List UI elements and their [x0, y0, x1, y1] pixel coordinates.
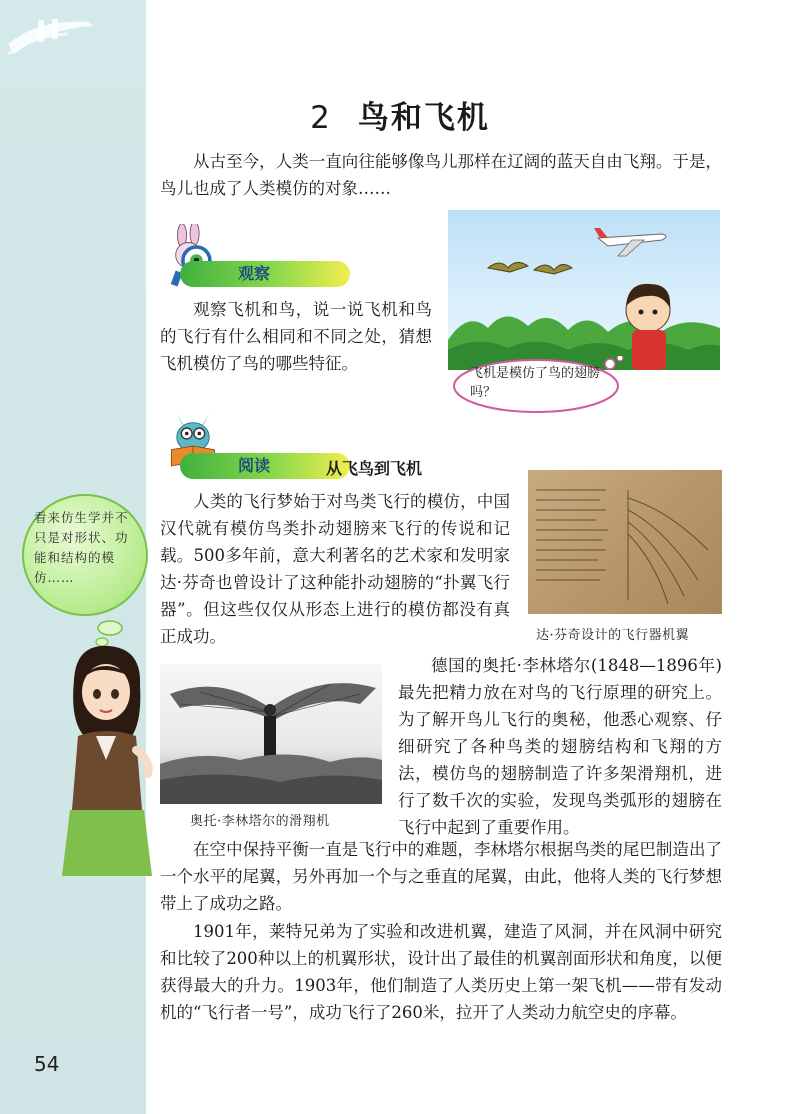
intro-paragraph: 从古至今，人类一直向往能够像鸟儿那样在辽阔的蓝天自由飞翔。于是，鸟儿也成了人类模仿的对象……	[160, 152, 722, 198]
girl-illustration	[56, 640, 156, 890]
lilienthal-glider-image	[160, 664, 382, 804]
davinci-sketch	[528, 470, 722, 614]
observe-label: 观察	[238, 264, 271, 283]
read-paragraph-3: 在空中保持平衡一直是飞行中的难题，李林塔尔根据鸟类的尾巴制造出了一个水平的尾翼，另外再加一个与之垂直的尾翼，由此，他将人类的飞行梦想带上了成功之路。	[160, 840, 722, 913]
title-text: 鸟和飞机	[357, 100, 490, 136]
glider-photo	[160, 664, 382, 804]
davinci-caption: 达·芬奇设计的飞行器机翼	[536, 628, 690, 643]
read-heading: 从飞鸟到飞机	[326, 459, 423, 478]
glider-caption: 奥托·李林塔尔的滑翔机	[190, 814, 330, 829]
observe-paragraph: 观察飞机和鸟，说一说飞机和鸟的飞行有什么相同和不同之处，猜想飞机模仿了鸟的哪些特征。	[160, 300, 432, 373]
observe-tag	[180, 261, 350, 287]
read-paragraph-4: 1901年，莱特兄弟为了实验和改进机翼，建造了风洞，并在风洞中研究和比较了200种以上的机翼形状，设计出了最佳的机翼剖面形状和角度，以便获得最大的升力。1903年，他们制造了人类历史上第一架飞机——带有发动机的“飞行者一号”，成功飞行了260米，拉开了人类动力航空史的序幕。	[160, 922, 722, 1022]
sky-scene-image	[448, 210, 720, 370]
davinci-wing-image	[528, 470, 722, 614]
sky-scene-drawing	[448, 210, 720, 370]
page-title	[0, 92, 800, 137]
read-paragraph-1: 人类的飞行梦始于对鸟类飞行的模仿，中国汉代就有模仿鸟类扑动翅膀来飞行的传说和记载。500多年前，意大利著名的艺术家和发明家达·芬奇也曾设计了这种能扑动翅膀的“扑翼飞行器”。但这些仅仅从形态上进行的模仿都没有真正成功。	[160, 492, 510, 646]
read-paragraph-2: 德国的奥托·李林塔尔(1848—1896年)最先把精力放在对鸟的飞行原理的研究上。为了解开鸟儿飞行的奥秘，他悉心观察、仔细研究了各种鸟类的翅膀结构和飞翔的方法，模仿鸟的翅膀制造了许多架滑翔机，进行了数千次的实验，发现鸟类弧形的翅膀在飞行中起到了重要作用。	[398, 656, 722, 837]
title-number: 2	[310, 100, 332, 136]
sidebar-note-text: 看来仿生学并不只是对形状、功能和结构的模仿……	[34, 510, 129, 585]
page-number: 54	[34, 1052, 60, 1076]
read-label: 阅读	[238, 456, 271, 475]
read-tag	[180, 453, 350, 479]
corner-decoration	[8, 14, 96, 72]
thought-bubble-text: 飞机是模仿了鸟的翅膀吗？	[470, 366, 601, 400]
